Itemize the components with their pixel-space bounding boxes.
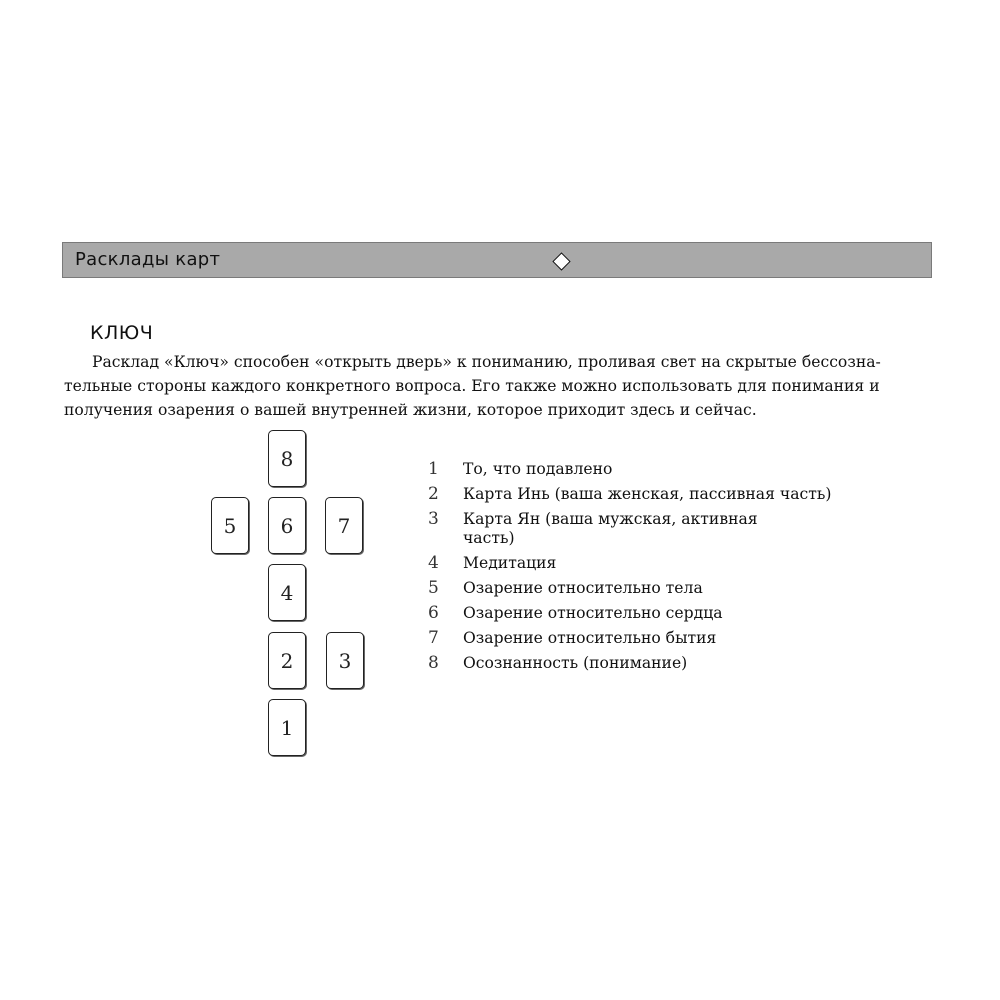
card-position-8: 8	[268, 430, 306, 487]
list-item	[428, 460, 868, 479]
legend-number: 6	[428, 603, 439, 623]
legend-number: 7	[428, 628, 439, 648]
legend-number: 3	[428, 509, 439, 529]
list-item	[428, 554, 868, 573]
list-item	[428, 510, 868, 548]
legend-text: Озарение относительно бытия	[463, 629, 717, 647]
legend-number: 8	[428, 653, 439, 673]
legend-text: Озарение относительно сердца	[463, 604, 723, 622]
diamond-icon	[552, 252, 570, 270]
card-position-6: 6	[268, 497, 306, 554]
legend-number: 5	[428, 578, 439, 598]
card-position-3: 3	[326, 632, 364, 689]
card-position-1: 1	[268, 699, 306, 756]
header-bar	[62, 242, 932, 278]
list-item	[428, 485, 868, 504]
legend-number: 1	[428, 459, 439, 479]
card-position-7: 7	[325, 497, 363, 554]
paragraph-line: получения озарения о вашей внутренней жизни, которое приходит здесь и сейчас.	[64, 401, 757, 419]
list-item	[428, 654, 868, 673]
legend-number: 4	[428, 553, 439, 573]
paragraph-line: Расклад «Ключ» способен «открыть дверь» к пониманию, проливая свет на скрытые бессозна-	[92, 353, 881, 371]
legend-text: Осознанность (понимание)	[463, 654, 688, 672]
legend-number: 2	[428, 484, 439, 504]
card-position-5: 5	[211, 497, 249, 554]
header-title: Расклады карт	[75, 249, 221, 270]
legend-text: То, что подавлено	[463, 460, 613, 478]
legend-text: Медитация	[463, 554, 557, 572]
list-item	[428, 604, 868, 623]
list-item	[428, 579, 868, 598]
paragraph-line: тельные стороны каждого конкретного вопроса. Его также можно использовать для понимания и	[64, 377, 880, 395]
list-item	[428, 629, 868, 648]
legend-text: Озарение относительно тела	[463, 579, 703, 597]
card-position-2: 2	[268, 632, 306, 689]
section-title: КЛЮЧ	[90, 322, 154, 344]
legend-text: Карта Инь (ваша женская, пассивная часть)	[463, 485, 832, 503]
legend-list	[428, 460, 868, 679]
legend-text: Карта Ян (ваша мужская, активная часть)	[463, 510, 758, 547]
card-position-4: 4	[268, 564, 306, 621]
intro-paragraph	[64, 350, 938, 422]
